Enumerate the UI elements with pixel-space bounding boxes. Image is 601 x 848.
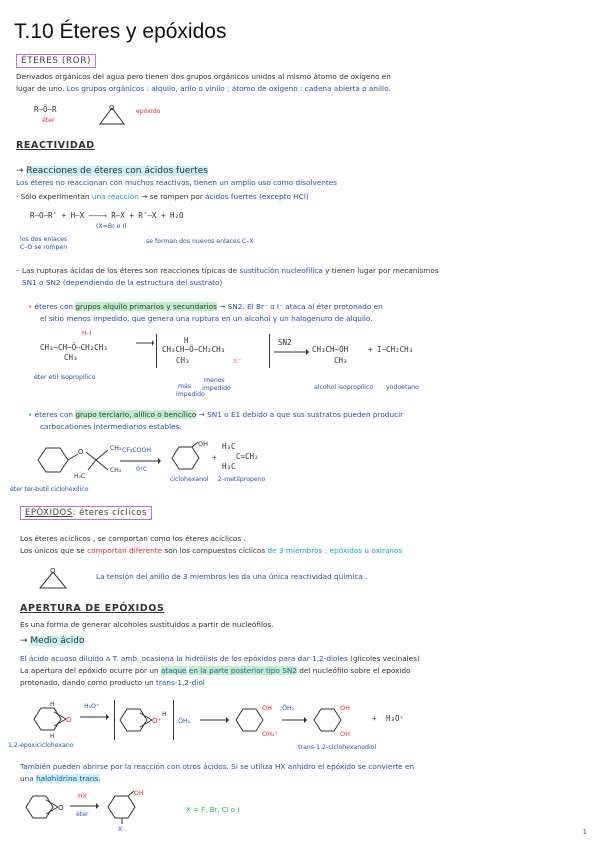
m1-reactant-sub: CH₃	[64, 353, 78, 362]
ether-label: éter	[42, 117, 55, 124]
bullet-2-line-2: carbocationes intermediarios estables.	[40, 422, 182, 431]
m3-intermediate-structure	[232, 700, 282, 740]
m2-prod2-a: H₃C	[222, 442, 236, 451]
bullet-2-line-1: • éteres con grupo terciario, alílico o bencílico → SN1 o E1 debido a que sus sustratos pueden producir	[28, 410, 404, 419]
epoxide-icon	[94, 102, 134, 128]
m4-x: X	[118, 826, 123, 833]
m1-hi: H–I	[82, 330, 92, 337]
eq1-label-right: se forman dos nuevos enlaces C–X	[146, 238, 254, 245]
svg-text:OH: OH	[340, 704, 351, 712]
page-title: T.10 Éteres y epóxidos	[14, 20, 227, 43]
eq1-label-left-1: los dos enlaces	[20, 236, 68, 243]
rupture-line-2: SN1 o SN2 (dependiendo de la estructura del sustrato)	[22, 278, 223, 287]
m1-label-menos-2: impedido	[202, 385, 231, 392]
apertura-heading: APERTURA DE EPÓXIDOS	[20, 603, 165, 614]
svg-text:O: O	[78, 448, 84, 456]
svg-text:O⁺: O⁺	[152, 717, 162, 725]
epoxidos-heading: EPÓXIDOS: éteres cíclicos	[20, 506, 152, 520]
svg-text:CH₃: CH₃	[110, 445, 122, 452]
reactions-subheading: → Reacciones de éteres con ácidos fuertes	[16, 166, 208, 176]
svg-text:H₃C: H₃C	[74, 473, 86, 480]
hx-line-2: una halohidrina trans.	[20, 774, 101, 783]
apertura-line-1: Es una forma de generar alcoholes sustituidos a partir de nucleófilos.	[20, 620, 274, 629]
m3-reagent: H₃O⁺	[84, 703, 100, 710]
eq1-label-left-2: C–O se rompen	[20, 244, 68, 251]
m1-product-1: CH₃CH–OH	[312, 345, 349, 354]
m1-arrow-2	[274, 348, 310, 356]
svg-text:O: O	[109, 104, 115, 112]
m2-prod2-c: H₃C	[222, 462, 236, 471]
ma-line-3: protonado, dando como producto un trans-1,2-diol	[20, 678, 205, 687]
m2-product-2-label: 2-metilpropeno	[218, 476, 266, 483]
m1-product-2: + I–CH₂CH₃	[368, 345, 414, 354]
m3-water-2: :ÖH₂	[280, 705, 295, 712]
m2-condition: 0°C	[136, 466, 148, 473]
rupture-line-1: – Las rupturas ácidas de los éteres son reacciones típicas de sustitución nucleofílica y tienen lugar por mecanismos	[16, 266, 439, 275]
m1-reactant: CH₃–CH–Ö–CH₂CH₃	[40, 343, 108, 352]
svg-text:H: H	[50, 701, 55, 708]
reactividad-heading: REACTIVIDAD	[16, 140, 95, 151]
m1-intermediate-h: H	[184, 336, 189, 345]
svg-text:O: O	[50, 567, 56, 575]
m1-label-menos: menos	[204, 377, 225, 384]
m3-water-1: :ÖH₂	[176, 718, 191, 725]
m1-label-product-1: alcohol isopropílico	[314, 384, 374, 391]
hx-line-1: También pueden abrirse por la reacción con otros ácidos. Si se utiliza HX anhidro el epóxido se convierte en	[20, 762, 415, 771]
m4-epoxide-structure	[22, 788, 68, 826]
def-line-2: lugar de uno. Los grupos orgánicos : alquilo, arilo o vinilo ; átomo de oxígeno : cadena abierta o anillo.	[16, 84, 391, 93]
svg-text:OH: OH	[340, 730, 351, 738]
m3-protonated-structure	[116, 702, 170, 738]
epoxidos-line-2: Los únicos que se comportan diferente son los compuestos cíclicos de 3 miembros : epóxidos u oxiranos	[20, 546, 403, 555]
def-line-1: Derivados orgánicos del agua pero tienen dos grupos orgánicos unidos al mismo átomo de oxígeno en	[16, 72, 391, 81]
svg-text:O: O	[66, 716, 72, 724]
ma-line-1: El ácido acuoso diluido a T. amb. ocasiona la hidrólisis de los epóxidos para dar 1,2-dioles (glicoles vecinales)	[20, 654, 420, 663]
m1-product-1-sub: CH₃	[334, 356, 348, 365]
m3-epoxide-structure	[30, 700, 76, 738]
m3-arrow-3	[282, 716, 308, 724]
m1-label-mas-2: impedido	[176, 391, 205, 398]
svg-text:H: H	[50, 733, 55, 738]
m3-plus: +	[372, 714, 377, 723]
svg-text:O: O	[58, 804, 64, 812]
m1-label-reactant: éter etil isopropílico	[34, 374, 96, 381]
svg-text:H: H	[162, 711, 167, 718]
medio-acido-heading: → Medio ácido	[20, 636, 85, 646]
m2-cyclohexanol-structure	[166, 440, 210, 474]
m2-plus: +	[212, 453, 217, 462]
equation-1: R–O–R' + H–X ———→ R–X + R'–X + H₂O	[30, 211, 184, 220]
m2-prod2-b: C=CH₂	[236, 452, 259, 461]
m1-label-mas: más	[178, 383, 192, 390]
m2-arrow	[120, 457, 162, 465]
ma-line-2: La apertura del epóxido ocurre por un ataque en la parte posterior tipo SN2 del nucleófilo sobre el epóxido	[20, 666, 411, 675]
m1-arrow-1	[136, 338, 154, 348]
m1-sn2: SN2	[278, 338, 292, 347]
page-number: 1	[582, 828, 587, 836]
m4-x-definition: X = F, Br, Cl o I	[186, 806, 240, 814]
m4-oh: OH	[134, 790, 144, 797]
m1-intermediate: CH₃CH–Ö–CH₂CH₃	[162, 345, 226, 354]
m3-diol-structure	[310, 700, 360, 740]
m2-reactant-structure	[30, 440, 130, 482]
ether-structure: R–Ö–R	[34, 105, 57, 114]
svg-text:CH₃: CH₃	[110, 467, 122, 474]
reac-line-2: · Sólo experimentan una reacción → se rompen por ácidos fuertes (excepto HCl)	[16, 192, 309, 201]
m3-hydronium: H₃O⁺	[386, 714, 405, 723]
m1-label-product-2: yodoetano	[386, 384, 419, 391]
m4-solvent: éter	[76, 811, 89, 818]
epoxidos-line-1: Los éteres acíclicos , se comportan como los éteres acíclicos .	[20, 534, 246, 543]
epoxide-ring-icon	[34, 564, 74, 594]
m3-label-product: trans-1,2-ciclohexanodiol	[298, 744, 377, 751]
m1-intermediate-sub: CH₃	[176, 356, 190, 365]
m1-iodide: :I:⁻	[232, 358, 242, 365]
eq1-hx-note: (X=Br o I)	[96, 223, 127, 230]
epoxide-label: epóxido	[136, 108, 161, 115]
eteres-heading: ÉTERES (ROR)	[16, 54, 96, 68]
m2-product-1-label: ciclohexanol	[170, 476, 209, 483]
m4-arrow	[70, 802, 100, 810]
svg-text:OH₂⁺: OH₂⁺	[262, 730, 279, 738]
m2-reagent: CF₃COOH	[122, 447, 152, 454]
svg-text:OH: OH	[198, 440, 209, 448]
m3-label-reactant: 1,2-epoxiciclohexano	[8, 742, 74, 749]
m2-reactant-label: éter ter-butil ciclohexílico	[10, 486, 89, 493]
bullet-1-line-1: • éteres con grupos alquilo primarios y secundarios → SN2. El Br⁻ o I⁻ ataca al éter protonado en	[28, 302, 383, 311]
bullet-1-line-2: el sitio menos impedido, que genera una ruptura en un alcohol y un halogenuro de alquilo.	[40, 314, 373, 323]
reac-line-1: Los éteres no reaccionan con muchos reactivos, tienen un amplio uso como disolventes	[16, 178, 338, 187]
svg-text:OH: OH	[262, 704, 273, 712]
m3-arrow-1	[80, 713, 110, 721]
m4-reagent: HX	[78, 793, 87, 800]
m3-arrow-2	[200, 716, 230, 724]
epoxidos-line-3: La tensión del anillo de 3 miembros les da una única reactividad química .	[96, 572, 368, 581]
